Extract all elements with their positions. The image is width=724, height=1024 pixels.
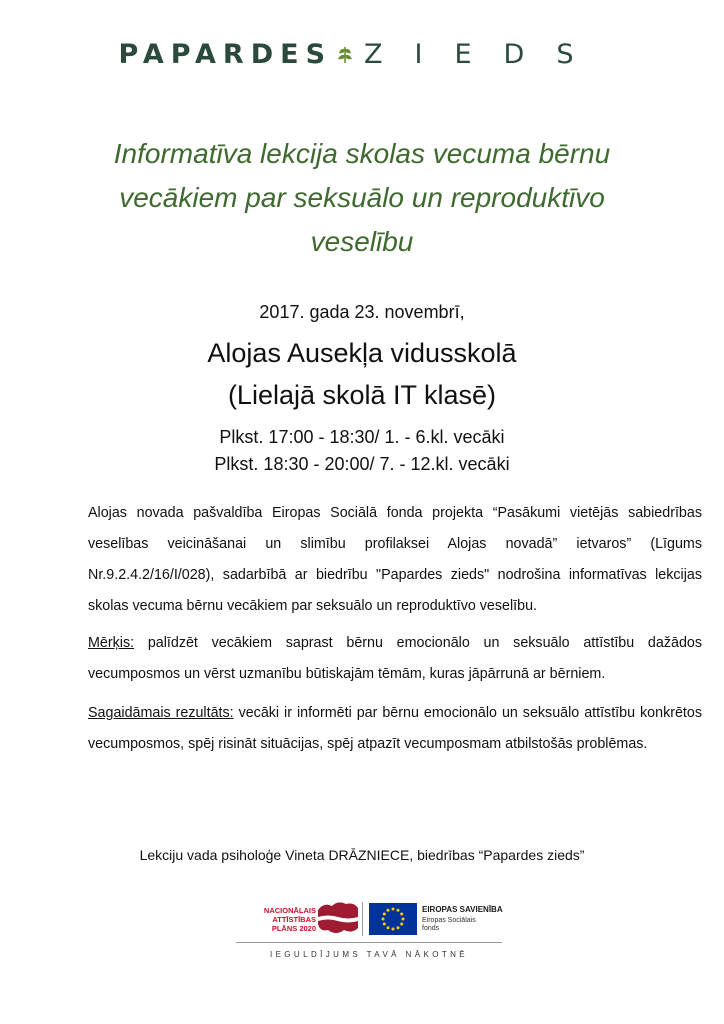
- footer-slogan: IEGULDĪJUMS TAVĀ NĀKOTNĒ: [269, 950, 469, 959]
- document-title: [60, 132, 664, 264]
- title-line-3: veselību: [310, 226, 414, 257]
- result-text: vecāki ir informēti par bērnu emocionālo un seksuālo attīstību konkrētos vecumposmos, spēj risināt situācijas, spēj atpazīt vecumposmam atbilstošās problēmas.: [88, 705, 702, 752]
- nap-line-1: NACIONĀLAIS: [263, 906, 316, 915]
- logo-part2: ZIEDS: [364, 38, 606, 70]
- goal-text: palīdzēt vecākiem saprast bērnu emocionālo un seksuālo attīstību dažādos vecumposmos un vērst uzmanību būtiskajām tēmām, kuras jāpārrunā ar bērniem.: [88, 635, 702, 682]
- eu-fund-name: Eiropas Sociālais fonds: [422, 917, 476, 932]
- event-date: 2017. gada 23. novembrī,: [259, 302, 465, 322]
- event-time-1: Plkst. 17:00 - 18:30/ 1. - 6.kl. vecāki: [219, 427, 505, 447]
- intro-paragraph: Alojas novada pašvaldība Eiropas Sociālā fonda projekta “Pasākumi vietējās sabiedrības veselības veicināšanai un slimību profilaksei Alojas novadā” ietvaros” (Līgums Nr.9.2.4.2/16/I/028), sadarbībā ar biedrību "Papardes zieds" nodrošina informatīvas lekcijas skolas vecuma bērnu vecākiem par seksuālo un reproduktīvo veselību.: [88, 505, 702, 614]
- funding-footer: [0, 896, 724, 966]
- logo: [0, 36, 724, 72]
- title-line-2: vecākiem par seksuālo un reproduktīvo: [119, 182, 605, 213]
- event-venue: Alojas Ausekļa vidusskolā: [207, 338, 517, 368]
- eu-name: EIROPAS SAVIENĪBA: [422, 905, 503, 914]
- result-paragraph: [88, 698, 702, 760]
- leaf-icon: [334, 43, 356, 65]
- logo-part1: PAPARDES: [118, 38, 333, 70]
- title-line-1: Informatīva lekcija skolas vecuma bērnu: [113, 138, 611, 169]
- goal-paragraph: [88, 628, 702, 690]
- event-room: (Lielajā skolā IT klasē): [227, 380, 497, 410]
- nap-logo-text: [236, 906, 316, 933]
- eu-flag-icon: [369, 903, 417, 935]
- footer-line: [236, 942, 502, 943]
- lecturer-line: Lekciju vada psiholoģe Vineta DRĀZNIECE, biedrības “Papardes zieds”: [139, 847, 585, 863]
- nap-line-2: ATTĪSTĪBAS: [272, 915, 316, 924]
- latvia-map-flag-icon: [316, 898, 360, 938]
- nap-line-3: PLĀNS 2020: [271, 924, 316, 933]
- event-time-2: Plkst. 18:30 - 20:00/ 7. - 12.kl. vecāki: [214, 454, 510, 474]
- result-label: Sagaidāmais rezultāts:: [88, 705, 234, 721]
- footer-divider: [362, 902, 363, 936]
- goal-label: Mērķis:: [88, 635, 135, 651]
